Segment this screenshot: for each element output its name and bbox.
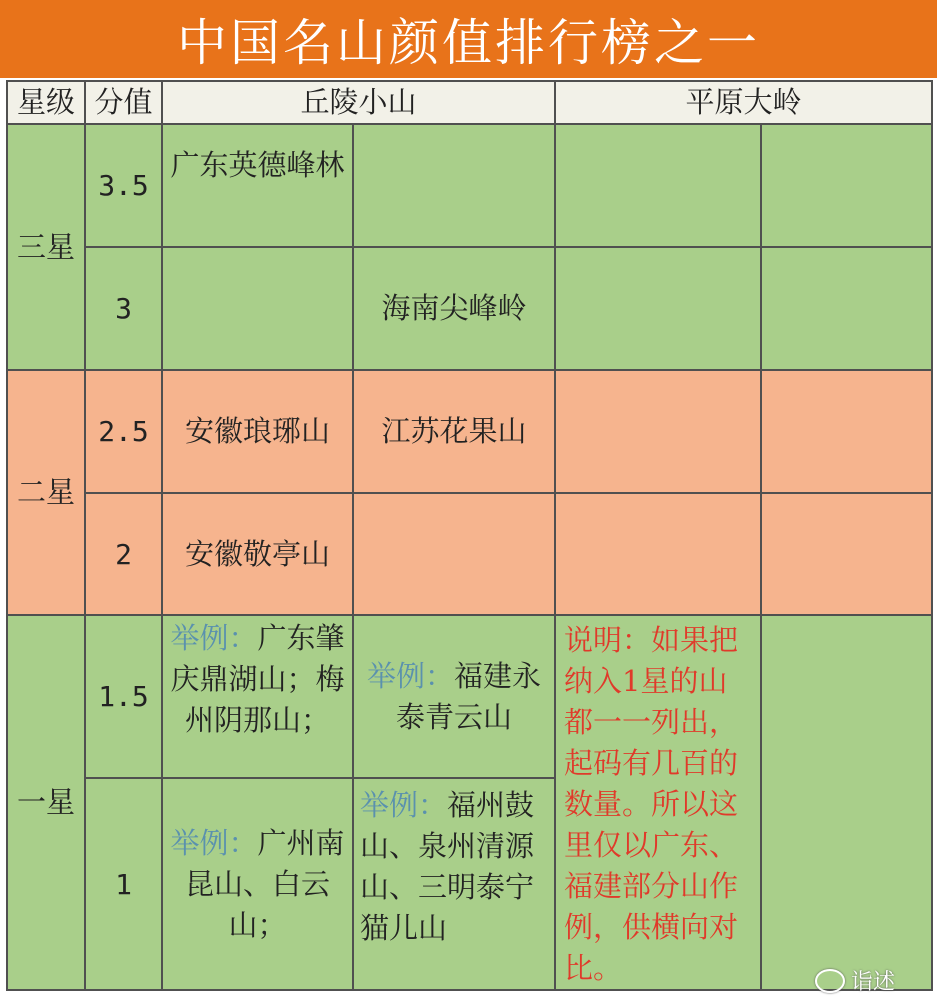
cell-hainan-jianfeng: 海南尖峰岭 bbox=[353, 247, 555, 370]
empty-cell bbox=[761, 124, 932, 247]
row-2 bbox=[7, 493, 932, 615]
empty-cell bbox=[761, 370, 932, 493]
cell-example-guangdong bbox=[162, 615, 353, 778]
cell-anhui-jingting: 安徽敬亭山 bbox=[162, 493, 353, 615]
empty-cell bbox=[761, 493, 932, 615]
example-text: 广州南昆山、白云山； bbox=[184, 825, 345, 942]
page-title: 中国名山颜值排行榜之一 bbox=[177, 14, 760, 72]
header-row bbox=[7, 81, 932, 124]
empty-cell bbox=[353, 493, 555, 615]
score-2-5: 2.5 bbox=[85, 370, 162, 493]
row-1-5 bbox=[7, 615, 932, 778]
example-label: 举例： bbox=[360, 788, 448, 822]
row-2-5 bbox=[7, 370, 932, 493]
row-3-5 bbox=[7, 124, 932, 247]
watermark-text: 诣述 bbox=[851, 970, 896, 995]
example-text: 福州鼓山、泉州清源山、三明泰宁猫儿山 bbox=[360, 788, 535, 945]
score-1: 1 bbox=[85, 778, 162, 990]
watermark bbox=[815, 965, 895, 996]
empty-cell bbox=[761, 615, 932, 990]
header-plains: 平原大岭 bbox=[555, 81, 932, 124]
empty-cell bbox=[353, 124, 555, 247]
example-label: 举例： bbox=[170, 825, 258, 860]
example-text: 广东肇庆鼎湖山；梅州阴那山； bbox=[170, 621, 345, 737]
empty-cell bbox=[555, 247, 761, 370]
example-text: 福建永泰青云山 bbox=[396, 658, 542, 734]
ranking-table bbox=[6, 80, 933, 991]
row-3 bbox=[7, 247, 932, 370]
title-banner bbox=[0, 0, 937, 78]
cell-guangdong-yingde: 广东英德峰林 bbox=[162, 124, 353, 247]
empty-cell bbox=[555, 124, 761, 247]
cell-anhui-langya: 安徽琅琊山 bbox=[162, 370, 353, 493]
header-score: 分值 bbox=[85, 81, 162, 124]
header-hills: 丘陵小山 bbox=[162, 81, 555, 124]
score-1-5: 1.5 bbox=[85, 615, 162, 778]
wechat-icon bbox=[815, 969, 845, 993]
empty-cell bbox=[761, 247, 932, 370]
empty-cell bbox=[555, 370, 761, 493]
score-3-5: 3.5 bbox=[85, 124, 162, 247]
empty-cell bbox=[162, 247, 353, 370]
example-label: 举例： bbox=[170, 621, 258, 655]
example-label: 举例： bbox=[366, 658, 454, 693]
empty-cell bbox=[555, 493, 761, 615]
cell-example-guangzhou bbox=[162, 778, 353, 990]
score-3: 3 bbox=[85, 247, 162, 370]
cell-example-fujian bbox=[353, 778, 555, 990]
score-2: 2 bbox=[85, 493, 162, 615]
cell-jiangsu-huaguo: 江苏花果山 bbox=[353, 370, 555, 493]
star-two: 二星 bbox=[7, 370, 85, 615]
cell-example-fujian-qingyun bbox=[353, 615, 555, 778]
note-cell: 说明：如果把纳入1星的山都一一列出，起码有几百的数量。所以这里仅以广东、福建部分山作例，供横向对比。 bbox=[555, 615, 761, 990]
star-three: 三星 bbox=[7, 124, 85, 370]
star-one: 一星 bbox=[7, 615, 85, 990]
header-rank: 星级 bbox=[7, 81, 85, 124]
